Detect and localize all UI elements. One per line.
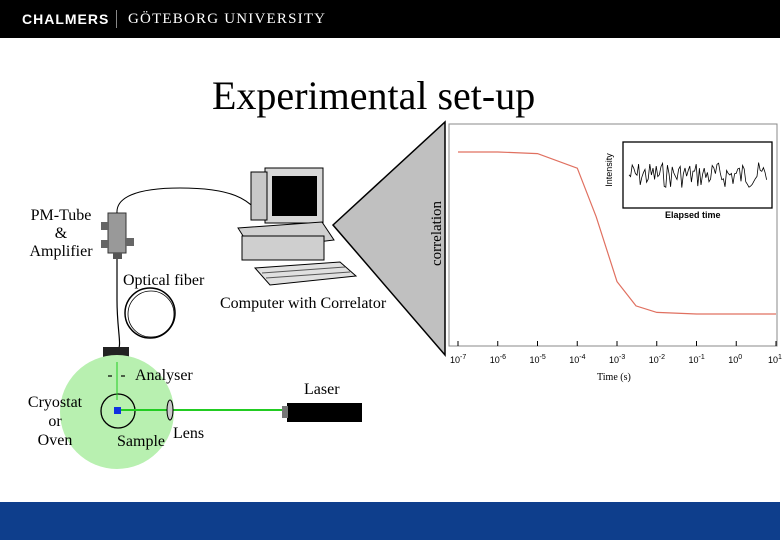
chart-xlabel: Time (s) — [597, 372, 631, 383]
inset-ylabel: Intensity — [603, 153, 614, 187]
sample — [114, 407, 121, 414]
pm-tube-label — [25, 207, 97, 261]
gu-logo-text: GÖTEBORG UNIVERSITY — [128, 11, 327, 27]
pm-tube — [108, 213, 126, 253]
pm-and-text: & — [54, 225, 68, 242]
laser-aperture — [282, 406, 288, 418]
pm-tube-base — [113, 253, 122, 259]
laser-body — [287, 403, 362, 422]
slide-title: Experimental set-up — [212, 73, 536, 118]
x-tick-label: $10^{-7}$ — [450, 354, 467, 365]
x-tick-label: $10^1$ — [768, 354, 782, 365]
x-tick-label: $10^0$ — [728, 354, 743, 365]
pm-tube-text: PM-Tube — [30, 207, 92, 224]
pm-tube-clip-right — [126, 238, 134, 246]
pm-tube-clip-left2 — [101, 240, 109, 248]
lens — [167, 400, 173, 420]
x-tick-label: $10^{-1}$ — [688, 354, 705, 365]
optical-fiber-label: Optical fiber — [123, 272, 205, 289]
x-tick-label: $10^{-2}$ — [648, 354, 665, 365]
inset-xlabel: Elapsed time — [665, 210, 721, 220]
footer-bar — [0, 502, 780, 540]
signal-cable — [117, 188, 262, 218]
sample-label: Sample — [117, 433, 165, 450]
x-tick-label: $10^{-3}$ — [609, 354, 626, 365]
pm-tube-clip-left — [101, 222, 109, 230]
x-tick-label: $10^{-6}$ — [489, 354, 506, 365]
computer-label: Computer with Correlator — [220, 295, 387, 312]
laser-label: Laser — [304, 381, 340, 398]
cryostat-text: Cryostat — [27, 394, 83, 411]
cryostat-label — [22, 393, 88, 450]
amplifier-text: Amplifier — [29, 243, 93, 260]
lens-label: Lens — [173, 425, 205, 442]
chart-ylabel: correlation — [428, 201, 445, 266]
optical-fiber — [117, 259, 120, 350]
oven-text: Oven — [37, 432, 73, 449]
x-tick-label: $10^{-4}$ — [569, 354, 586, 365]
or-text: or — [48, 413, 62, 430]
x-tick-label: $10^{-5}$ — [529, 354, 546, 365]
fiber-coil-inner — [128, 291, 174, 337]
analyser-label: Analyser — [135, 367, 193, 384]
chalmers-logo-text: CHALMERS — [22, 11, 110, 27]
